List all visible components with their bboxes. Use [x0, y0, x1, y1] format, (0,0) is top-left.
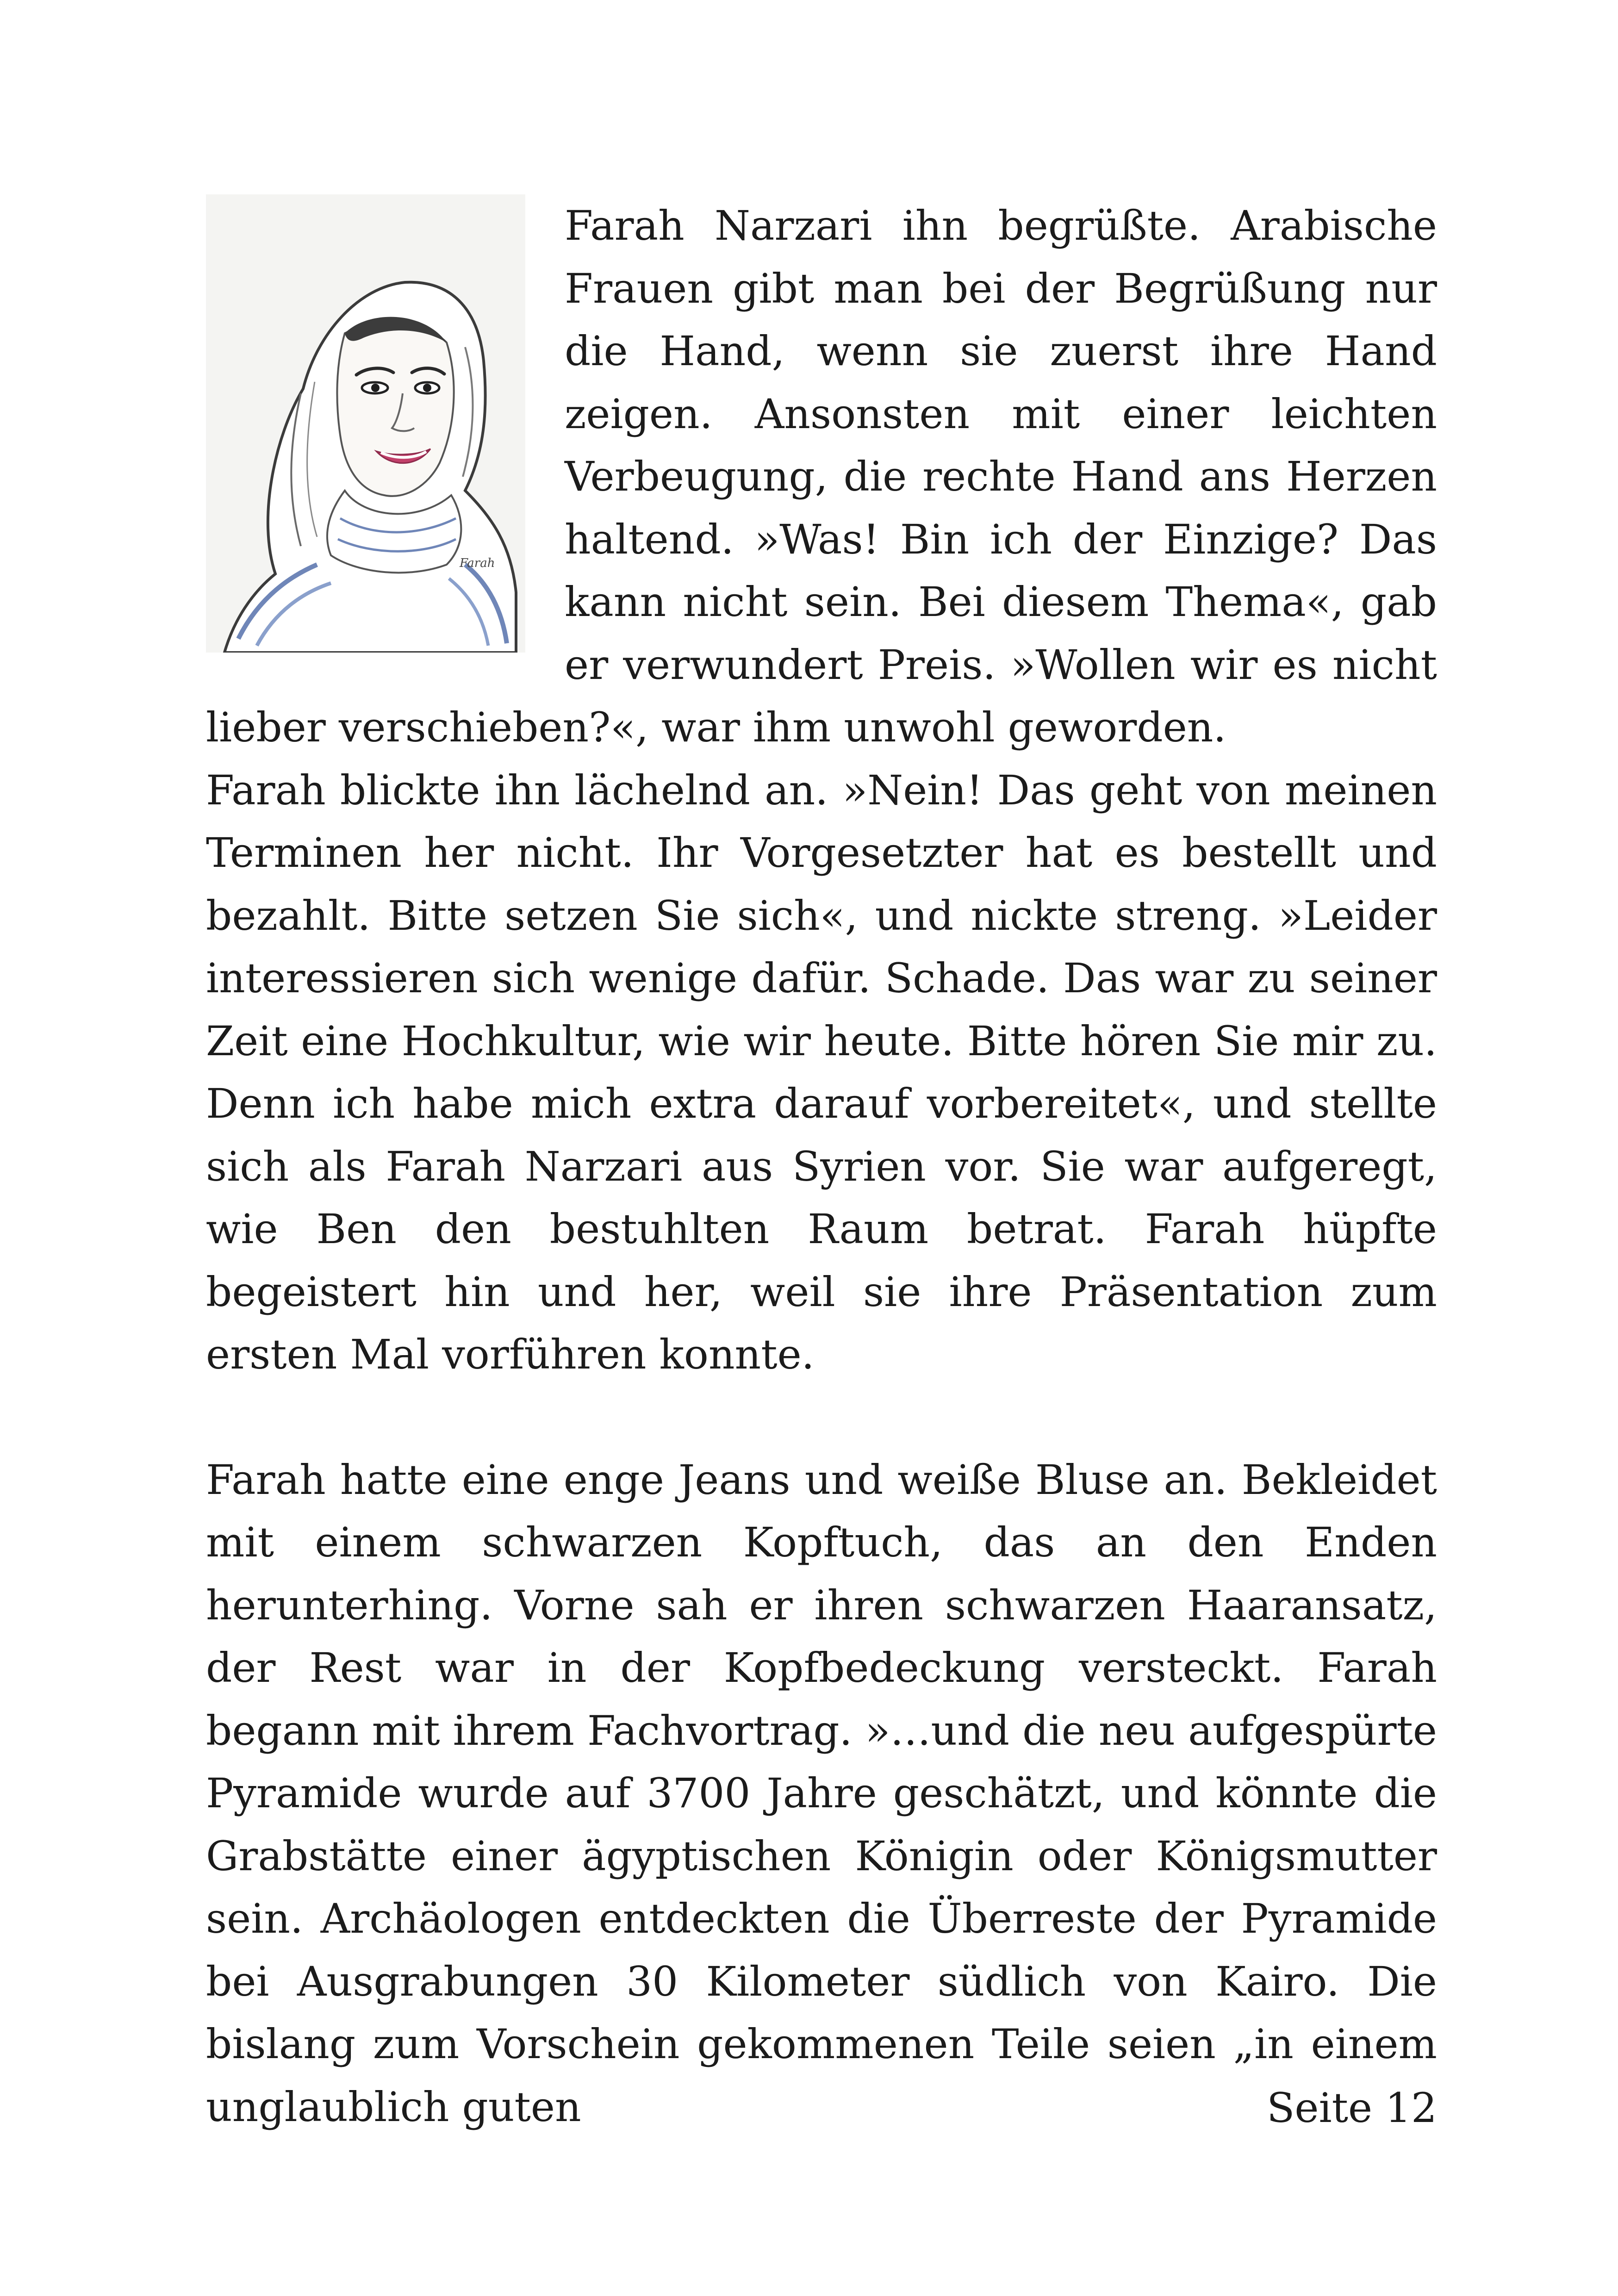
portrait-illustration [206, 194, 525, 653]
artist-signature: Farah [460, 556, 495, 570]
woman-headscarf-portrait-sketch-icon [206, 194, 525, 653]
paragraph-1: Farah Narzari ihn begrüßte. Arabische Frauen gibt man bei der Begrüßung nur die Hand, wenn sie zuerst ihre Hand zeigen. Ansonsten mit einer leichten Verbeugung, die rechte Hand ans Herzen haltend. »Was! Bin ich der Einzige? Das kann nicht sein. Bei diesem Thema«, gab er verwundert Preis. »Wollen wir es nicht lieber verschieben?«, war ihm unwohl geworden. [206, 202, 1437, 751]
body-text [206, 194, 1437, 2138]
paragraph-2: Farah blickte ihn lächelnd an. »Nein! Das geht von meinen Terminen her nicht. Ihr Vorgesetzter hat es bestellt und bezahlt. Bitte setzen Sie sich«, und nickte streng. »Leider interessieren sich wenige dafür. Schade. Das war zu seiner Zeit eine Hochkultur, wie wir heute. Bitte hören Sie mir zu. Denn ich habe mich extra darauf vorbereitet«, und stellte sich als Farah Narzari aus Syrien vor. Sie war aufgeregt, wie Ben den bestuhlten Raum betrat. Farah hüpfte begeistert hin und her, weil sie ihre Präsentation zum ersten Mal vorführen konnte. [206, 766, 1437, 1378]
paragraph-3: Farah hatte eine enge Jeans und weiße Bluse an. Bekleidet mit einem schwarzen Kopftuch, das an den Enden herunterhing. Vorne sah er ihren schwarzen Haaransatz, der Rest war in der Kopfbedeckung versteckt. Farah begann mit ihrem Fachvortrag. »…und die neu aufgespürte Pyramide wurde auf 3700 Jahre geschätzt, und könnte die Grabstätte einer ägyptischen Königin oder Königsmutter sein. Archäologen entdeckten die Überreste der Pyramide bei Ausgrabungen 30 Kilometer südlich von Kairo. Die bislang zum Vorschein gekommenen Teile seien „in einem unglaublich guten [206, 1456, 1437, 2131]
paragraph-spacer [206, 1386, 1437, 1449]
page-number: Seite 12 [1267, 2084, 1437, 2132]
